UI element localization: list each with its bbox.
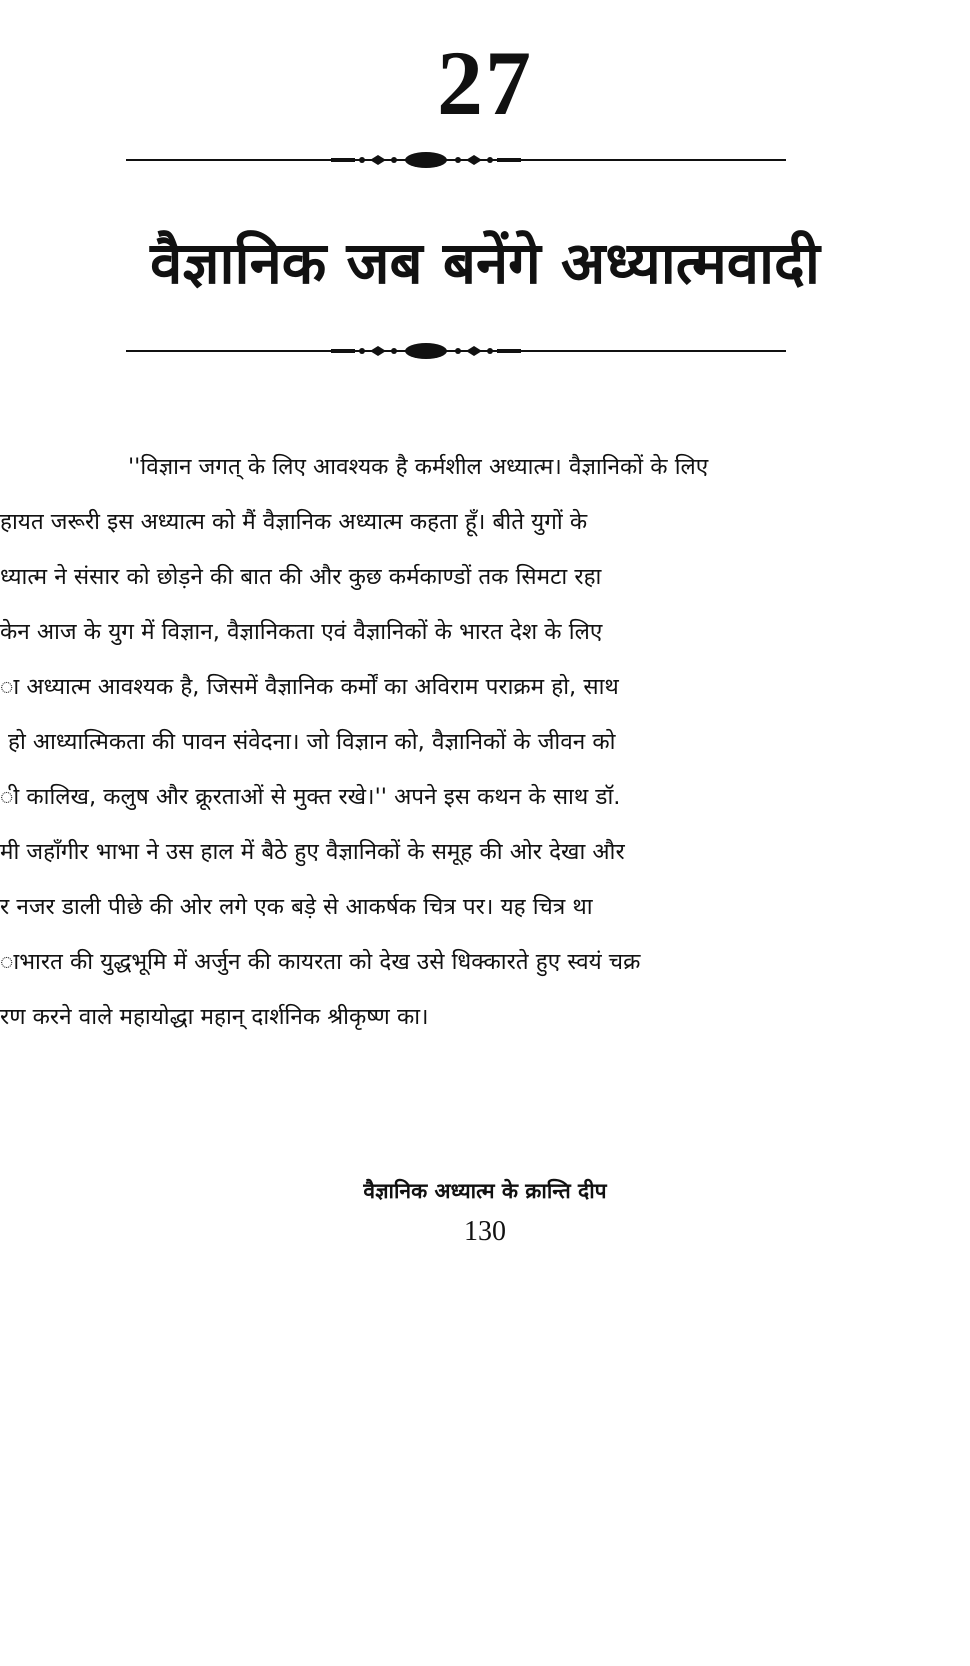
body-line-3: ध्यात्म ने संसार को छोड़ने की बात की और कुछ कर्मकाण्डों तक सिमटा रहा — [0, 564, 602, 590]
body-line-6: हो आध्यात्मिकता की पावन संवेदना। जो विज्ञान को, वैज्ञानिकों के जीवन को — [8, 729, 616, 755]
ornamental-divider-bottom — [126, 341, 786, 361]
body-line-9: र नजर डाली पीछे की ओर लगे एक बड़े से आकर्षक चित्र पर। यह चित्र था — [0, 894, 593, 920]
body-line-10: ाभारत की युद्धभूमि में अर्जुन की कायरता को देख उसे धिक्कारते हुए स्वयं चक्र — [0, 949, 641, 975]
chapter-body-text — [0, 440, 892, 1045]
body-line-7: ी कालिख, कलुष और क्रूरताओं से मुक्त रखे।'' अपने इस कथन के साथ डॉ. — [0, 784, 621, 810]
body-line-4: केन आज के युग में विज्ञान, वैज्ञानिकता एवं वैज्ञानिकों के भारत देश के लिए — [0, 619, 603, 645]
body-line-1: ''विज्ञान जगत् के लिए आवश्यक है कर्मशील अध्यात्म। वैज्ञानिकों के लिए — [128, 454, 709, 480]
chapter-number: 27 — [437, 32, 533, 134]
body-line-8: मी जहाँगीर भाभा ने उस हाल में बैठे हुए वैज्ञानिकों के समूह की ओर देखा और — [0, 839, 625, 865]
body-line-5: ा अध्यात्म आवश्यक है, जिसमें वैज्ञानिक कर्मों का अविराम पराक्रम हो, साथ — [0, 674, 619, 700]
body-line-2: हायत जरूरी इस अध्यात्म को मैं वैज्ञानिक अध्यात्म कहता हूँ। बीते युगों के — [0, 509, 588, 535]
body-line-11: रण करने वाले महायोद्धा महान् दार्शनिक श्रीकृष्ण का। — [0, 1004, 429, 1030]
ornamental-divider-top — [126, 150, 786, 170]
running-footer-book-title: वैज्ञानिक अध्यात्म के क्रान्ति दीप — [363, 1179, 607, 1203]
chapter-title: वैज्ञानिक जब बनेंगे अध्यात्मवादी — [150, 229, 820, 297]
page-number: 130 — [464, 1216, 506, 1247]
